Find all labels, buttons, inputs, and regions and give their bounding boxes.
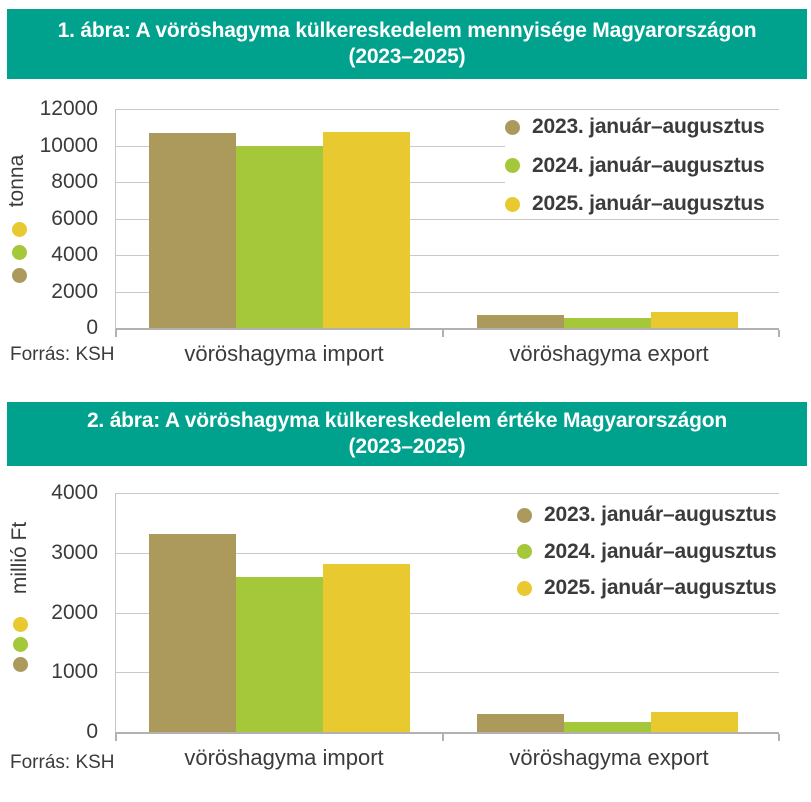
bar-import-2025 (323, 132, 410, 328)
y-tick-label: 8000 (51, 170, 98, 193)
bar-export-2023 (477, 714, 564, 732)
y-tick-label: 2000 (51, 600, 98, 624)
legend (505, 112, 803, 216)
x-axis-tick (778, 734, 780, 741)
x-axis-tick (442, 330, 444, 337)
y-tick-label: 0 (86, 720, 98, 743)
legend (517, 500, 803, 603)
y-tick-label: 3000 (51, 540, 98, 564)
chart-2-title-line2: (2023–2025) (348, 435, 466, 458)
category-label: vöröshagyma import (184, 745, 384, 770)
mini-legend-dot (13, 617, 28, 632)
x-axis-tick (115, 734, 117, 741)
x-axis-tick (115, 330, 117, 337)
legend-dot (517, 508, 532, 523)
bar-import-2024 (236, 577, 323, 732)
bar-import-2023 (149, 534, 236, 732)
gridline (116, 109, 779, 110)
legend-label: 2024. január–augusztus (544, 539, 777, 563)
y-tick-label: 4000 (51, 243, 98, 266)
mini-legend-dot (13, 657, 28, 672)
bar-export-2024 (564, 722, 651, 732)
y-tick-label: 12000 (39, 97, 98, 120)
legend-label: 2023. január–augusztus (532, 115, 765, 138)
y-tick-label: 1000 (51, 660, 98, 684)
legend-item (517, 539, 777, 565)
mini-legend-dot (12, 268, 27, 283)
legend-item (505, 191, 765, 217)
category-label: vöröshagyma import (184, 341, 384, 366)
legend-label: 2024. január–augusztus (532, 153, 765, 177)
gridline (116, 493, 779, 494)
x-axis-tick (442, 734, 444, 741)
y-tick-label: 2000 (51, 279, 98, 303)
legend-dot (505, 120, 520, 135)
chart-1-title-line1: 1. ábra: A vöröshagyma külkereskedelem mennyisége Magyarországon (57, 19, 757, 42)
bar-export-2025 (651, 312, 738, 328)
mini-legend-dot (12, 245, 27, 260)
y-tick-label: 4000 (51, 481, 98, 504)
y-axis-label: tonna (5, 154, 28, 208)
category-label: vöröshagyma export (509, 341, 709, 366)
legend-dot (505, 158, 520, 173)
bar-export-2023 (477, 315, 564, 328)
chart-1-canvas (0, 0, 811, 400)
y-tick-label: 0 (86, 316, 98, 339)
y-tick-label: 6000 (51, 206, 98, 230)
legend-label: 2023. január–augusztus (544, 503, 777, 526)
chart-2 (0, 400, 811, 802)
bar-import-2023 (149, 133, 236, 328)
legend-item (517, 575, 777, 601)
bar-import-2025 (323, 564, 410, 732)
category-label: vöröshagyma export (509, 745, 709, 770)
y-tick-label: 10000 (39, 133, 98, 157)
source-label: Forrás: KSH (10, 752, 115, 773)
x-axis-tick (778, 330, 780, 337)
legend-dot (517, 581, 532, 596)
legend-item (505, 153, 765, 179)
chart-2-title-line1: 2. ábra: A vöröshagyma külkereskedelem értéke Magyarországon (86, 409, 728, 432)
bar-export-2025 (651, 712, 738, 732)
bar-import-2024 (236, 146, 323, 329)
source-label: Forrás: KSH (10, 344, 115, 365)
chart-1 (0, 0, 811, 400)
chart-1-title-line2: (2023–2025) (348, 45, 466, 68)
y-axis-label: millió Ft (8, 521, 31, 595)
legend-label: 2025. január–augusztus (544, 576, 777, 599)
chart-2-canvas (0, 400, 811, 802)
bar-export-2024 (564, 318, 651, 328)
mini-legend-dot (13, 637, 28, 652)
legend-item (517, 502, 777, 528)
legend-item (505, 114, 765, 140)
legend-dot (517, 544, 532, 559)
legend-dot (505, 197, 520, 212)
legend-label: 2025. január–augusztus (532, 192, 765, 215)
mini-legend-dot (12, 222, 27, 237)
